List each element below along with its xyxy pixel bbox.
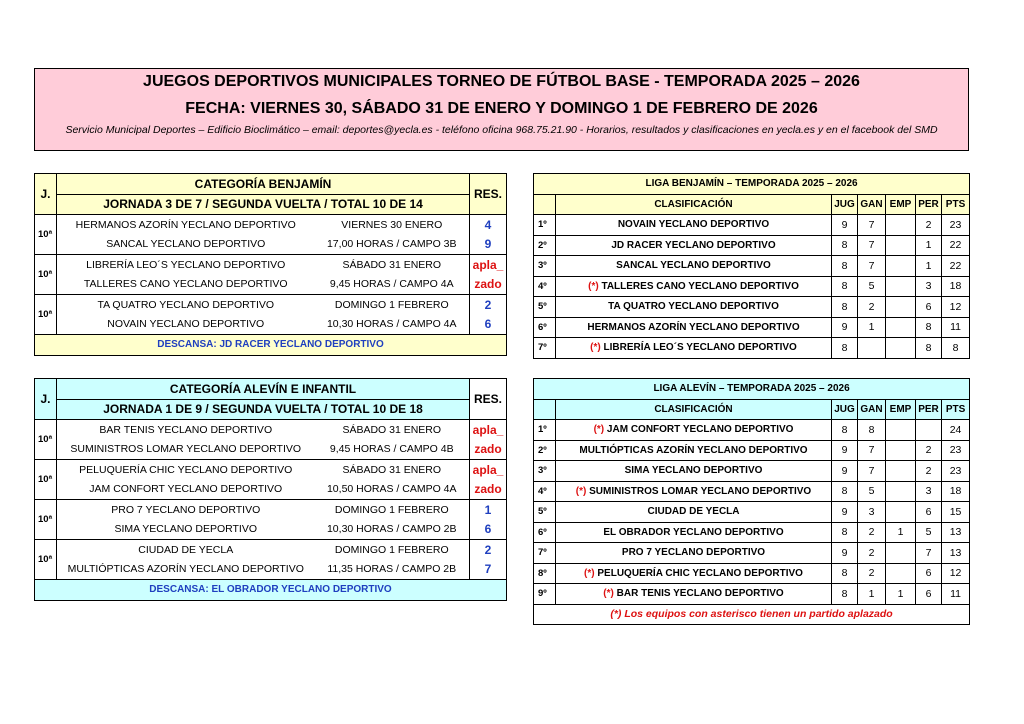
jornada-title: JORNADA 3 DE 7 / SEGUNDA VUELTA / TOTAL 10 DE 14: [57, 194, 470, 215]
alevin-matches-table: [34, 378, 507, 601]
position: 5º: [534, 297, 556, 318]
header-date: FECHA: VIERNES 30, SÁBADO 31 DE ENERO Y DOMINGO 1 DE FEBRERO DE 2026: [185, 100, 818, 117]
team-name: [556, 420, 832, 441]
stat-pts: 12: [942, 563, 970, 584]
stat-emp: [886, 317, 916, 338]
standings-row: [534, 317, 970, 338]
jornada-number: 10ª: [35, 500, 57, 540]
stat-jug: 8: [832, 338, 858, 359]
benjamin-matches-table: [34, 173, 507, 356]
result-home: apla_: [470, 255, 507, 275]
position: 2º: [534, 235, 556, 256]
team-label: PRO 7 YECLANO DEPORTIVO: [621, 547, 766, 559]
stat-jug: 9: [832, 317, 858, 338]
stat-jug: 8: [832, 420, 858, 441]
match-time: 10,30 HORAS / CAMPO 4A: [315, 315, 470, 335]
header-emp: EMP: [886, 194, 916, 215]
res-header: RES.: [470, 379, 507, 420]
stat-per: 6: [916, 297, 942, 318]
header-emp: EMP: [886, 399, 916, 420]
team-name: [556, 276, 832, 297]
stat-emp: [886, 276, 916, 297]
position: 5º: [534, 502, 556, 523]
stat-gan: 1: [858, 584, 886, 605]
stat-jug: 8: [832, 563, 858, 584]
result-home: 1: [470, 500, 507, 520]
stat-gan: 7: [858, 256, 886, 277]
team-name: [556, 338, 832, 359]
away-team: NOVAIN YECLANO DEPORTIVO: [57, 315, 315, 335]
stat-emp: [886, 481, 916, 502]
home-team: LIBRERÍA LEO´S YECLANO DEPORTIVO: [57, 255, 315, 275]
stat-jug: 8: [832, 256, 858, 277]
stat-per: 5: [916, 522, 942, 543]
result-away: 9: [470, 235, 507, 255]
team-label: NOVAIN YECLANO DEPORTIVO: [617, 219, 770, 231]
stat-per: 2: [916, 440, 942, 461]
header-title: JUEGOS DEPORTIVOS MUNICIPALES TORNEO DE FÚTBOL BASE - TEMPORADA 2025 – 2026: [143, 73, 860, 90]
team-name: [556, 502, 832, 523]
stat-gan: 7: [858, 440, 886, 461]
match-day: SÁBADO 31 ENERO: [315, 255, 470, 275]
position: 4º: [534, 481, 556, 502]
match-time: 17,00 HORAS / CAMPO 3B: [315, 235, 470, 255]
stat-pts: 22: [942, 235, 970, 256]
match-row: [35, 255, 507, 275]
team-label: MULTIÓPTICAS AZORÍN YECLANO DEPORTIVO: [579, 444, 808, 456]
stat-per: [916, 420, 942, 441]
stat-gan: 2: [858, 563, 886, 584]
stat-pts: 23: [942, 461, 970, 482]
stat-per: 6: [916, 502, 942, 523]
match-row: [35, 480, 507, 500]
standings-row: [534, 338, 970, 359]
team-label: SIMA YECLANO DEPORTIVO: [624, 465, 763, 477]
standings-row: [534, 297, 970, 318]
stat-per: 6: [916, 584, 942, 605]
match-time: 9,45 HORAS / CAMPO 4A: [315, 275, 470, 295]
stat-per: 1: [916, 256, 942, 277]
league-title: LIGA ALEVÍN – TEMPORADA 2025 – 2026: [534, 379, 970, 400]
away-team: MULTIÓPTICAS AZORÍN YECLANO DEPORTIVO: [57, 560, 315, 580]
stat-jug: 8: [832, 235, 858, 256]
team-name: [556, 543, 832, 564]
document-header: [34, 68, 969, 151]
header-gan: GAN: [858, 194, 886, 215]
away-team: SANCAL YECLANO DEPORTIVO: [57, 235, 315, 255]
liga-benjamin-table: [533, 173, 970, 359]
stat-pts: 15: [942, 502, 970, 523]
stat-jug: 9: [832, 543, 858, 564]
result-away: 6: [470, 315, 507, 335]
stat-pts: 8: [942, 338, 970, 359]
position: 9º: [534, 584, 556, 605]
postponed-asterisk: (*): [590, 342, 601, 354]
category-title: CATEGORÍA BENJAMÍN: [57, 174, 470, 195]
header-clasificacion: CLASIFICACIÓN: [556, 399, 832, 420]
header-per: PER: [916, 399, 942, 420]
postponed-asterisk: (*): [588, 280, 599, 292]
result-away: 7: [470, 560, 507, 580]
team-label: TALLERES CANO YECLANO DEPORTIVO: [601, 280, 799, 292]
stat-emp: [886, 440, 916, 461]
match-day: VIERNES 30 ENERO: [315, 215, 470, 235]
stat-jug: 9: [832, 461, 858, 482]
match-row: [35, 440, 507, 460]
home-team: CIUDAD DE YECLA: [57, 540, 315, 560]
team-label: EL OBRADOR YECLANO DEPORTIVO: [603, 526, 784, 538]
match-row: [35, 275, 507, 295]
standings-row: [534, 235, 970, 256]
match-row: [35, 235, 507, 255]
stat-per: 3: [916, 276, 942, 297]
liga-alevin-table: [533, 378, 970, 625]
stat-gan: 5: [858, 481, 886, 502]
stat-per: 6: [916, 563, 942, 584]
res-header: RES.: [470, 174, 507, 215]
match-day: DOMINGO 1 FEBRERO: [315, 500, 470, 520]
result-away: zado: [470, 275, 507, 295]
team-label: LIBRERÍA LEO´S YECLANO DEPORTIVO: [603, 342, 797, 354]
match-row: [35, 295, 507, 315]
stat-per: 1: [916, 235, 942, 256]
team-name: [556, 481, 832, 502]
standings-row: [534, 543, 970, 564]
result-home: 2: [470, 295, 507, 315]
stat-jug: 8: [832, 584, 858, 605]
rest-team: DESCANSA: EL OBRADOR YECLANO DEPORTIVO: [35, 580, 507, 601]
position: 1º: [534, 215, 556, 236]
standings-row: [534, 522, 970, 543]
position: 8º: [534, 563, 556, 584]
team-name: [556, 522, 832, 543]
team-label: JAM CONFORT YECLANO DEPORTIVO: [606, 424, 794, 436]
match-day: SÁBADO 31 ENERO: [315, 460, 470, 480]
stat-emp: [886, 543, 916, 564]
header-jug: JUG: [832, 194, 858, 215]
match-row: [35, 540, 507, 560]
position: 2º: [534, 440, 556, 461]
stat-gan: 2: [858, 522, 886, 543]
standings-row: [534, 481, 970, 502]
team-name: [556, 563, 832, 584]
match-day: DOMINGO 1 FEBRERO: [315, 540, 470, 560]
stat-jug: 9: [832, 215, 858, 236]
stat-gan: 7: [858, 235, 886, 256]
position: 3º: [534, 256, 556, 277]
result-home: 4: [470, 215, 507, 235]
away-team: SUMINISTROS LOMAR YECLANO DEPORTIVO: [57, 440, 315, 460]
stat-pts: 13: [942, 522, 970, 543]
standings-row: [534, 563, 970, 584]
position: 6º: [534, 317, 556, 338]
standings-row: [534, 276, 970, 297]
standings-row: [534, 420, 970, 441]
position: 6º: [534, 522, 556, 543]
position: 7º: [534, 543, 556, 564]
team-label: SANCAL YECLANO DEPORTIVO: [616, 260, 771, 272]
home-team: HERMANOS AZORÍN YECLANO DEPORTIVO: [57, 215, 315, 235]
match-row: [35, 315, 507, 335]
team-name: [556, 235, 832, 256]
stat-emp: [886, 420, 916, 441]
standings-row: [534, 461, 970, 482]
home-team: PRO 7 YECLANO DEPORTIVO: [57, 500, 315, 520]
stat-per: 2: [916, 215, 942, 236]
postponed-asterisk: (*): [584, 567, 595, 579]
stat-per: 3: [916, 481, 942, 502]
result-away: zado: [470, 480, 507, 500]
stat-gan: 5: [858, 276, 886, 297]
stat-pts: 11: [942, 317, 970, 338]
stat-gan: 7: [858, 215, 886, 236]
stat-gan: 3: [858, 502, 886, 523]
team-label: BAR TENIS YECLANO DEPORTIVO: [616, 588, 784, 600]
home-team: PELUQUERÍA CHIC YECLANO DEPORTIVO: [57, 460, 315, 480]
team-name: [556, 461, 832, 482]
match-row: [35, 500, 507, 520]
standings-row: [534, 440, 970, 461]
match-row: [35, 520, 507, 540]
match-time: 11,35 HORAS / CAMPO 2B: [315, 560, 470, 580]
postponed-note: (*) Los equipos con asterisco tienen un partido aplazado: [534, 604, 970, 625]
team-label: HERMANOS AZORÍN YECLANO DEPORTIVO: [587, 321, 800, 333]
stat-emp: [886, 297, 916, 318]
match-day: SÁBADO 31 ENERO: [315, 420, 470, 440]
match-row: [35, 215, 507, 235]
stat-pts: 11: [942, 584, 970, 605]
team-label: JD RACER YECLANO DEPORTIVO: [611, 239, 776, 251]
stat-emp: 1: [886, 584, 916, 605]
header-pts: PTS: [942, 194, 970, 215]
standings-row: [534, 584, 970, 605]
stat-emp: [886, 461, 916, 482]
stat-gan: 7: [858, 461, 886, 482]
jornada-number: 10ª: [35, 540, 57, 580]
header-gan: GAN: [858, 399, 886, 420]
stat-gan: 2: [858, 543, 886, 564]
stat-pts: 24: [942, 420, 970, 441]
stat-jug: 9: [832, 502, 858, 523]
stat-jug: 8: [832, 276, 858, 297]
stat-emp: [886, 256, 916, 277]
stat-jug: 8: [832, 481, 858, 502]
league-title: LIGA BENJAMÍN – TEMPORADA 2025 – 2026: [534, 174, 970, 195]
standings-row: [534, 502, 970, 523]
team-label: SUMINISTROS LOMAR YECLANO DEPORTIVO: [589, 485, 812, 497]
stat-per: 8: [916, 317, 942, 338]
stat-gan: 2: [858, 297, 886, 318]
standings-row: [534, 215, 970, 236]
jornada-number: 10ª: [35, 255, 57, 295]
match-day: DOMINGO 1 FEBRERO: [315, 295, 470, 315]
stat-per: 2: [916, 461, 942, 482]
jornada-number: 10ª: [35, 295, 57, 335]
stat-emp: [886, 235, 916, 256]
team-label: CIUDAD DE YECLA: [647, 506, 740, 518]
team-name: [556, 215, 832, 236]
stat-emp: [886, 215, 916, 236]
jornada-number: 10ª: [35, 460, 57, 500]
position: 3º: [534, 461, 556, 482]
team-label: TA QUATRO YECLANO DEPORTIVO: [608, 301, 779, 313]
standings-row: [534, 256, 970, 277]
position: 4º: [534, 276, 556, 297]
stat-pts: 12: [942, 297, 970, 318]
match-row: [35, 460, 507, 480]
jornada-title: JORNADA 1 DE 9 / SEGUNDA VUELTA / TOTAL 10 DE 18: [57, 399, 470, 420]
header-info: Servicio Municipal Deportes – Edificio Bioclimático – email: deportes@yecla.es - teléfono oficina 968.75.21.90 - Horarios, resultados y clasificaciones en yecla.es y en el facebook del SMD: [65, 124, 938, 136]
j-header: J.: [35, 174, 57, 215]
away-team: JAM CONFORT YECLANO DEPORTIVO: [57, 480, 315, 500]
stat-per: 7: [916, 543, 942, 564]
result-away: zado: [470, 440, 507, 460]
match-time: 10,50 HORAS / CAMPO 4A: [315, 480, 470, 500]
team-name: [556, 317, 832, 338]
stat-gan: 1: [858, 317, 886, 338]
category-title: CATEGORÍA ALEVÍN E INFANTIL: [57, 379, 470, 400]
stat-jug: 9: [832, 440, 858, 461]
position: 7º: [534, 338, 556, 359]
header-per: PER: [916, 194, 942, 215]
stat-pts: 13: [942, 543, 970, 564]
stat-pts: 23: [942, 440, 970, 461]
header-pts: PTS: [942, 399, 970, 420]
stat-jug: 8: [832, 297, 858, 318]
header-jug: JUG: [832, 399, 858, 420]
header-clasificacion: CLASIFICACIÓN: [556, 194, 832, 215]
away-team: TALLERES CANO YECLANO DEPORTIVO: [57, 275, 315, 295]
j-header: J.: [35, 379, 57, 420]
result-home: apla_: [470, 420, 507, 440]
stat-pts: 23: [942, 215, 970, 236]
position: 1º: [534, 420, 556, 441]
team-label: PELUQUERÍA CHIC YECLANO DEPORTIVO: [597, 567, 803, 579]
stat-emp: [886, 563, 916, 584]
home-team: BAR TENIS YECLANO DEPORTIVO: [57, 420, 315, 440]
stat-pts: 18: [942, 276, 970, 297]
result-home: 2: [470, 540, 507, 560]
postponed-asterisk: (*): [603, 588, 614, 600]
match-time: 9,45 HORAS / CAMPO 4B: [315, 440, 470, 460]
away-team: SIMA YECLANO DEPORTIVO: [57, 520, 315, 540]
stat-emp: 1: [886, 522, 916, 543]
rest-team: DESCANSA: JD RACER YECLANO DEPORTIVO: [35, 335, 507, 356]
stat-gan: 8: [858, 420, 886, 441]
stat-pts: 22: [942, 256, 970, 277]
postponed-asterisk: (*): [593, 424, 605, 436]
result-away: 6: [470, 520, 507, 540]
stat-emp: [886, 338, 916, 359]
team-name: [556, 256, 832, 277]
result-home: apla_: [470, 460, 507, 480]
jornada-number: 10ª: [35, 420, 57, 460]
stat-jug: 8: [832, 522, 858, 543]
match-time: 10,30 HORAS / CAMPO 2B: [315, 520, 470, 540]
team-name: [556, 297, 832, 318]
stat-gan: [858, 338, 886, 359]
match-row: [35, 420, 507, 440]
postponed-asterisk: (*): [575, 485, 587, 497]
match-row: [35, 560, 507, 580]
team-name: [556, 440, 832, 461]
jornada-number: 10ª: [35, 215, 57, 255]
team-name: [556, 584, 832, 605]
stat-emp: [886, 502, 916, 523]
stat-per: 8: [916, 338, 942, 359]
home-team: TA QUATRO YECLANO DEPORTIVO: [57, 295, 315, 315]
stat-pts: 18: [942, 481, 970, 502]
